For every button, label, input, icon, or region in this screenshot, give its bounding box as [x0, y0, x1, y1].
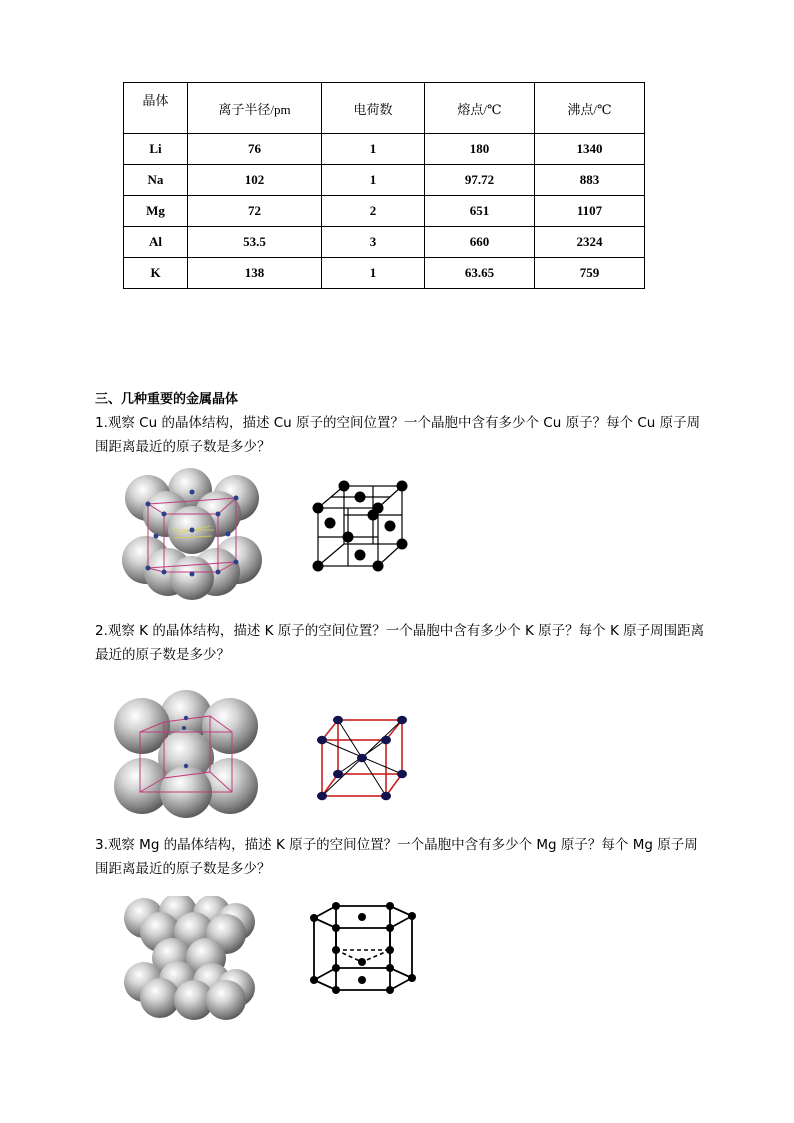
header-cell: 离子半径/pm — [188, 83, 322, 134]
table-cell: 97.72 — [425, 165, 535, 196]
crystal-data-table — [123, 82, 645, 289]
table-cell: 138 — [188, 258, 322, 289]
table-cell: 2324 — [535, 227, 645, 258]
header-cell: 沸点/℃ — [535, 83, 645, 134]
header-cell: 熔点/℃ — [425, 83, 535, 134]
table-cell: 1340 — [535, 134, 645, 165]
question-2: 2.观察 K 的晶体结构，描述 K 原子的空间位置？一个晶胞中含有多少个 K 原子？每个 K 原子周围距离最近的原子数是多少？ — [95, 623, 705, 663]
table-cell: 2 — [322, 196, 425, 227]
table-cell: 660 — [425, 227, 535, 258]
table-row — [124, 227, 645, 258]
table-cell: 883 — [535, 165, 645, 196]
mg-hcp-sphere-model — [120, 896, 258, 1024]
table-row — [124, 165, 645, 196]
table-cell: 1 — [322, 258, 425, 289]
table-cell: Mg — [124, 196, 188, 227]
table-cell: 102 — [188, 165, 322, 196]
k-bcc-sphere-model — [112, 688, 260, 822]
table-cell: 3 — [322, 227, 425, 258]
question-3: 3.观察 Mg 的晶体结构，描述 K 原子的空间位置？一个晶胞中含有多少个 Mg 原子？每个 Mg 原子周围距离最近的原子数是多少？ — [95, 837, 698, 877]
table-cell: 76 — [188, 134, 322, 165]
cu-fcc-sphere-model — [118, 468, 266, 600]
section-title: 三、几种重要的金属晶体 — [95, 392, 239, 407]
table-row — [124, 134, 645, 165]
table-cell: Al — [124, 227, 188, 258]
cu-fcc-lattice-diagram — [308, 476, 412, 572]
table-cell: 759 — [535, 258, 645, 289]
table-cell: 53.5 — [188, 227, 322, 258]
table-cell: K — [124, 258, 188, 289]
table-cell: Li — [124, 134, 188, 165]
table-cell: Na — [124, 165, 188, 196]
table-row — [124, 196, 645, 227]
table-cell: 1 — [322, 134, 425, 165]
mg-hcp-lattice-diagram — [306, 900, 418, 996]
table-cell: 1107 — [535, 196, 645, 227]
table-cell: 180 — [425, 134, 535, 165]
header-cell: 晶体 — [124, 83, 188, 134]
table-cell: 1 — [322, 165, 425, 196]
header-cell: 电荷数 — [322, 83, 425, 134]
table-header-row — [124, 83, 645, 134]
question-1: 1.观察 Cu 的晶体结构，描述 Cu 原子的空间位置？一个晶胞中含有多少个 Cu 原子？每个 Cu 原子周围距离最近的原子数是多少？ — [95, 415, 701, 455]
table-cell: 63.65 — [425, 258, 535, 289]
k-bcc-lattice-diagram — [314, 712, 414, 804]
table-cell: 651 — [425, 196, 535, 227]
table-row — [124, 258, 645, 289]
table-cell: 72 — [188, 196, 322, 227]
